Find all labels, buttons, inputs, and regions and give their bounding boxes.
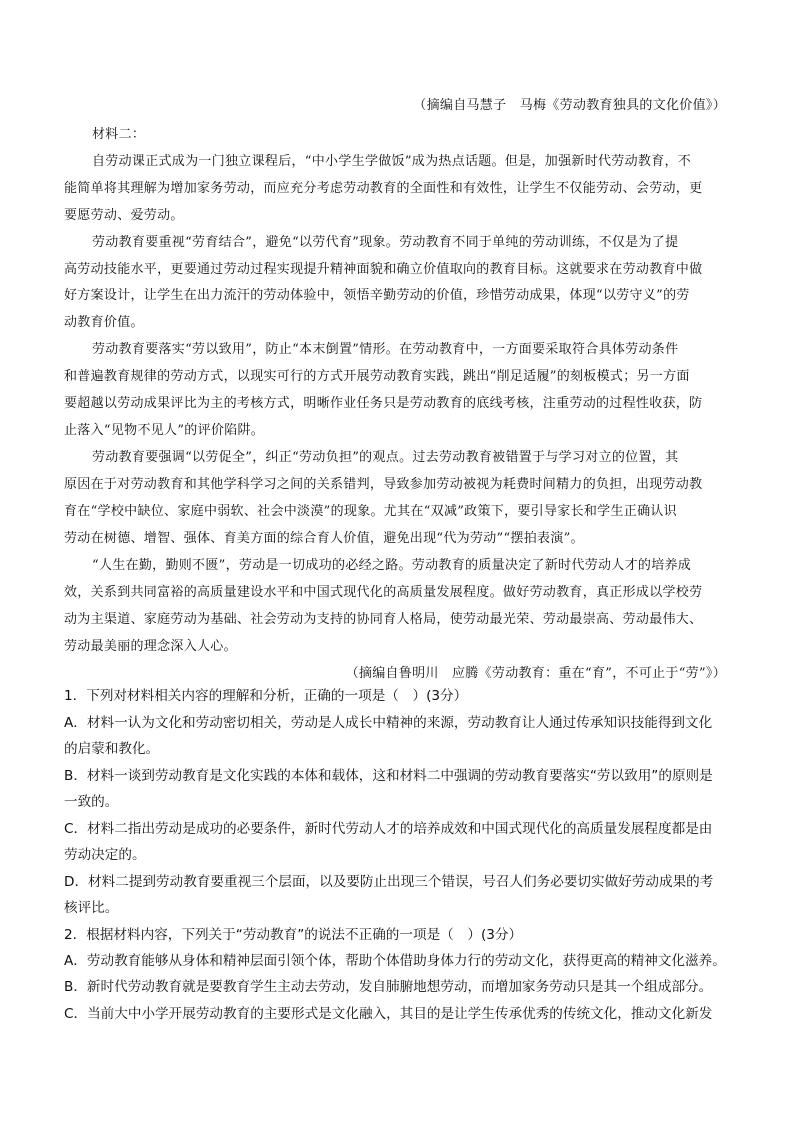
paragraph-line: 止落入“见物不见人”的评价陷阱。 <box>64 423 265 438</box>
paragraph-line: 原因在于对劳动教育和其他学科学习之间的关系错判，导致参加劳动被视为耗费时间精力的负担，出现劳动教 <box>64 477 703 492</box>
question-1-option-b: B．材料一谈到劳动教育是文化实践的本体和载体，这和材料二中强调的劳动教育要落实“劳以致用”的原则是 <box>64 768 713 784</box>
paragraph-line: 劳动最美丽的理念深入人心。 <box>64 639 237 654</box>
source-citation-1: （摘编自马慧子 马梅《劳动教育独具的文化价值》） <box>413 98 726 113</box>
question-1-option-b-cont: 一致的。 <box>64 794 119 810</box>
question-1-option-c-cont: 劳动决定的。 <box>64 847 146 863</box>
source-citation-2: （摘编自鲁明川 应腾《劳动教育：重在“育”，不可止于“劳”》） <box>345 666 726 681</box>
paragraph-line: “人生在勤，勤则不匮”，劳动是一切成功的必经之路。劳动教育的质量决定了新时代劳动人才的培养成 <box>92 558 692 573</box>
paragraph-line: 要愿劳动、爱劳动。 <box>64 208 184 223</box>
paragraph-line: 育在“学校中缺位、家庭中弱软、社会中淡漠”的现象。尤其在“双减”政策下，要引导家长和学生正确认识 <box>64 504 677 519</box>
question-1-option-d: D．材料二提到劳动教育要重视三个层面，以及要防止出现三个错误，号召人们务必要切实做好劳动成果的考 <box>64 874 714 890</box>
question-1-stem: 1．下列对材料相关内容的理解和分析，正确的一项是（ ）(3分） <box>64 688 468 704</box>
paragraph-line: 好方案设计，让学生在出力流汗的劳动体验中，领悟辛勤劳动的价值，珍惜劳动成果，体现“以劳守义”的劳 <box>64 288 690 303</box>
paragraph-line: 动教育价值。 <box>64 315 144 330</box>
question-1-option-a-cont: 的启蒙和教化。 <box>64 741 160 757</box>
paragraph-line: 自劳动课正式成为一门独立课程后，“中小学生学做饭”成为热点话题。但是，加强新时代劳动教育，不 <box>92 154 692 169</box>
paragraph-line: 劳动教育要落实“劳以致用”，防止“本末倒置”情形。在劳动教育中，一方面要采取符合具体劳动条件 <box>92 342 679 357</box>
paragraph-line: 要超越以劳动成果评比为主的考核方式，明晰作业任务只是劳动教育的底线考核，注重劳动的过程性收获，防 <box>64 396 703 411</box>
material-2-label: 材料二： <box>92 127 146 142</box>
question-1-option-d-cont: 核评比。 <box>64 900 119 916</box>
question-2-option-a: A．劳动教育能够从身体和精神层面引领个体，帮助个体借助身体力行的劳动文化，获得更高的精神文化滋养。 <box>64 953 726 969</box>
paragraph-line: 劳动教育要重视“劳育结合”，避免“以劳代育”现象。劳动教育不同于单纯的劳动训练，不仅是为了提 <box>92 235 679 250</box>
paragraph-line: 高劳动技能水平，更要通过劳动过程实现提升精神面貌和确立价值取向的教育目标。这就要求在劳动教育中做 <box>64 262 703 277</box>
paragraph-line: 效，关系到共同富裕的高质量建设水平和中国式现代化的高质量发展程度。做好劳动教育，真正形成以学校劳 <box>64 585 703 600</box>
question-2-stem: 2．根据材料内容，下列关于“劳动教育”的说法不正确的一项是（ ）(3分） <box>64 927 523 943</box>
paragraph-line: 劳动教育要强调“以劳促全”，纠正“劳动负担”的观点。过去劳动教育被错置于与学习对立的位置，其 <box>92 450 679 465</box>
question-2-option-b: B．新时代劳动教育就是要教育学生主动去劳动，发自肺腑地想劳动，而增加家务劳动只是其一个组成部分。 <box>64 979 713 995</box>
question-1-option-c: C．材料二指出劳动是成功的必要条件，新时代劳动人才的培养成效和中国式现代化的高质量发展程度都是由 <box>64 821 713 837</box>
paragraph-line: 劳动在树德、增智、强体、育美方面的综合育人价值，避免出现“代为劳动”“摆拍表演”。 <box>64 531 584 546</box>
paragraph-line: 动为主渠道、家庭劳动为基础、社会劳动为支持的协同育人格局，使劳动最光荣、劳动最崇高、劳动最伟大、 <box>64 612 703 627</box>
paragraph-line: 能简单将其理解为增加家务劳动，而应充分考虑劳动教育的全面性和有效性，让学生不仅能劳动、会劳动，更 <box>64 181 703 196</box>
question-2-option-c: C．当前大中小学开展劳动教育的主要形式是文化融入，其目的是让学生传承优秀的传统文化，推动文化新发 <box>64 1006 713 1022</box>
paragraph-line: 和普遍教育规律的劳动方式，以现实可行的方式开展劳动教育实践，跳出“削足适履”的刻板模式；另一方面 <box>64 369 690 384</box>
question-1-option-a: A．材料一认为文化和劳动密切相关，劳动是人成长中精神的来源，劳动教育让人通过传承知识技能得到文化 <box>64 715 713 731</box>
